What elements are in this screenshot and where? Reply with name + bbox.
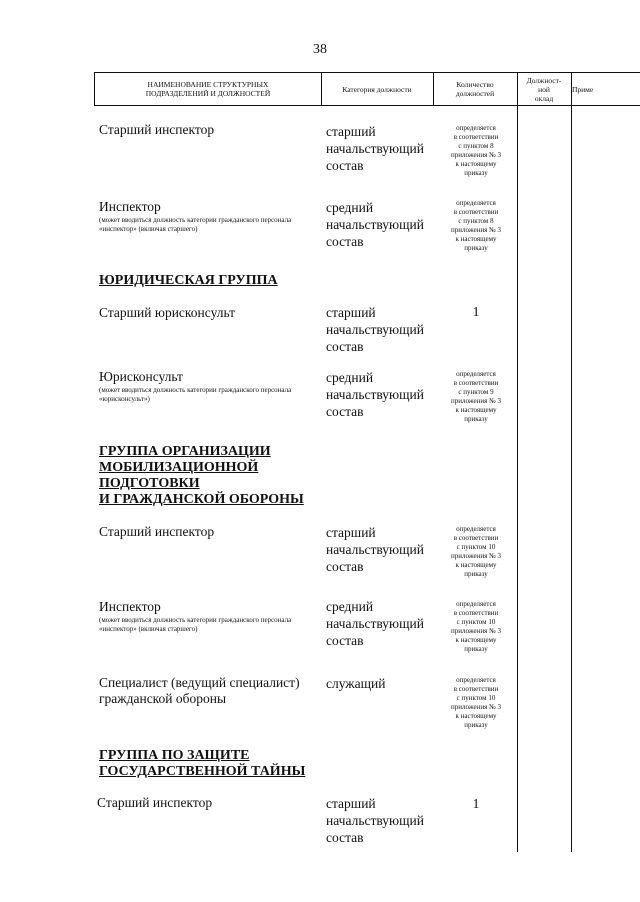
position-category: старший начальствующий состав: [326, 124, 424, 173]
header-bottom-rule: [94, 105, 640, 106]
position-note: (может вводиться должность категории гражданского персонала «инспектор» (включая старшего): [99, 616, 292, 633]
header-count: Количество должностей: [455, 80, 495, 98]
position-note: (может вводиться должность категории гражданского персонала «инспектор» (включая старшего): [99, 216, 292, 233]
position-row: [99, 675, 314, 707]
position-title: Специалист (ведущий специалист) гражданской обороны: [99, 675, 300, 706]
position-count: определяется в соответствии с пунктом 9 приложения № 3 к настоящему приказу: [450, 370, 502, 423]
position-title: Инспектор: [99, 599, 161, 614]
position-note: (может вводиться должность категории гражданского персонала «юрисконсульт»): [99, 386, 292, 403]
header-salary: Должност- ной оклад: [526, 75, 562, 103]
position-count: определяется в соответствии с пунктом 8 приложения № 3 к настоящему приказу: [450, 199, 502, 252]
position-category: средний начальствующий состав: [326, 599, 424, 648]
position-title: Старший инспектор: [99, 524, 215, 539]
position-category: старший начальствующий состав: [326, 525, 424, 574]
position-category: служащий: [326, 676, 386, 691]
position-count: определяется в соответствии с пунктом 10 приложения № 3 к настоящему приказу: [450, 600, 502, 653]
position-row: [99, 199, 314, 234]
position-category: старший начальствующий состав: [326, 796, 424, 845]
position-category: средний начальствующий состав: [326, 370, 424, 419]
position-count: 1: [472, 797, 480, 812]
position-row: [99, 369, 314, 404]
position-title: Инспектор: [99, 199, 161, 214]
position-row: [97, 795, 312, 811]
position-title: Старший инспектор: [97, 795, 213, 810]
column-divider-notes: [571, 72, 572, 852]
page-number: 38: [313, 42, 327, 57]
section-heading: ГРУППА ПО ЗАЩИТЕ ГОСУДАРСТВЕННОЙ ТАЙНЫ: [99, 748, 306, 779]
section-heading: ГРУППА ОРГАНИЗАЦИИ МОБИЛИЗАЦИОННОЙ ПОДГОТОВКИ И ГРАЖДАНСКОЙ ОБОРОНЫ: [99, 444, 304, 507]
position-category: средний начальствующий состав: [326, 200, 424, 249]
position-count: определяется в соответствии с пунктом 8 приложения № 3 к настоящему приказу: [450, 124, 502, 177]
header-top-rule: [94, 72, 640, 73]
position-title: Старший инспектор: [99, 122, 215, 137]
position-category: старший начальствующий состав: [326, 305, 424, 354]
position-row: [99, 524, 314, 540]
position-count: 1: [472, 305, 480, 320]
position-count: определяется в соответствии с пунктом 10 приложения № 3 к настоящему приказу: [450, 525, 502, 578]
column-divider-salary: [517, 72, 518, 852]
position-title: Старший юрисконсульт: [99, 305, 236, 320]
header-notes: Приме: [572, 84, 594, 94]
position-row: [99, 599, 314, 634]
position-title: Юрисконсульт: [99, 369, 183, 384]
position-row: [99, 305, 314, 321]
position-count: определяется в соответствии с пунктом 10 приложения № 3 к настоящему приказу: [450, 676, 502, 729]
header-category: Категория должности: [342, 84, 412, 94]
header-name: НАИМЕНОВАНИЕ СТРУКТУРНЫХ ПОДРАЗДЕЛЕНИЙ И ДОЛЖНОСТЕЙ: [145, 80, 271, 98]
section-heading: ЮРИДИЧЕСКАЯ ГРУППА: [99, 273, 278, 288]
position-row: [99, 122, 314, 138]
header-left-border: [94, 72, 95, 106]
